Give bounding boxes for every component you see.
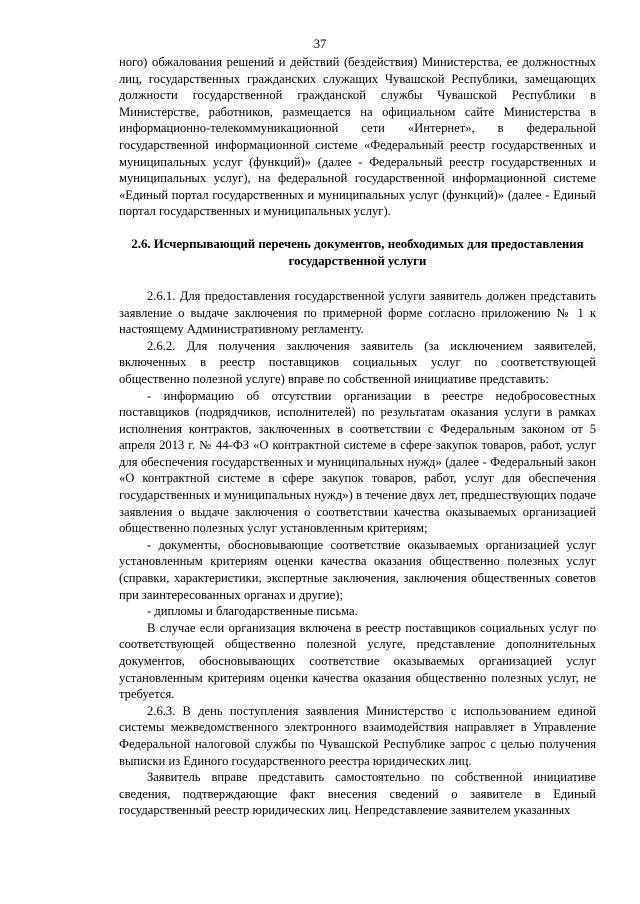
paragraph-2-6-2: 2.6.2. Для получения заключения заявитель (за исключением заявителей, включенных в реестр поставщиков социальных услуг по соответствующей общественно полезной услуге) вправе по собственной инициативе представить: xyxy=(119,338,596,386)
list-item-information: - информацию об отсутствии организации в реестре недобросовестных поставщиков (подрядчиков, исполнителей) по результатам оказания услуги в рамках исполнения контрактов, заключенных в соответствии с Федеральным законом от 5 апреля 2013 г. № 44-ФЗ «О контрактной системе в сфере закупок товаров, работ, услуг для обеспечения государственных и муниципальных нужд» (далее - Федеральный закон «О контрактной системе в сфере закупок товаров, работ, услуг для обеспечения государственных и муниципальных нужд») в течение двух лет, предшествующих подаче заявления о выдаче заключения о соответствии качества оказываемых организацией общественно полезных услуг установленным критериям; xyxy=(119,388,596,536)
paragraph-applicant-right: Заявитель вправе представить самостоятельно по собственной инициативе сведения, подтверждающие факт внесения сведений о заявителе в Единый государственный реестр юридических лиц. Непредставление заявителем указанных xyxy=(119,770,596,818)
list-item-diplomas: - дипломы и благодарственные письма. xyxy=(147,604,358,619)
paragraph-2-6-1: 2.6.1. Для предоставления государственной услуги заявитель должен представить заявление о выдаче заключения по примерной форме согласно приложению № 1 к настоящему Административному регламенту. xyxy=(119,288,596,337)
paragraph-2-6-3: 2.6.3. В день поступления заявления Министерство с использованием единой системы межведомственного электронного взаимодействия направляет в Управление Федеральной налоговой службы по Чувашской Республике запрос с целью получения выписки из Единого государственного реестра юридических лиц. xyxy=(119,703,596,768)
page-number: 37 xyxy=(313,37,327,51)
list-item-documents: - документы, обосновывающие соответствие оказываемых организацией услуг установленным критериям оценки качества оказания общественно полезных услуг (справки, характеристики, экспертные заключения, заключения общественных советов при заинтересованных органах и другие); xyxy=(119,537,596,602)
section-heading: 2.6. Исчерпывающий перечень документов, необходимых для предоставления государственной услуги xyxy=(131,236,584,268)
document-body xyxy=(119,54,596,819)
paragraph-registry-exception: В случае если организация включена в реестр поставщиков социальных услуг по соответствующей общественно полезной услуге, представление дополнительных документов, обосновывающих соответствие оказываемых организацией услуг установленным критериям оценки качества оказания общественно полезных услуг, не требуется. xyxy=(119,620,596,702)
paragraph-continuation: ного) обжалования решений и действий (бездействия) Министерства, ее должностных лиц, государственных гражданских служащих Чувашской Республики, замещающих должности государственной гражданской службы Чувашской Республики в Министерстве, работников, размещается на официальном сайте Министерства в информационно-телекоммуникационной сети «Интернет», в федеральной государственной информационной системе «Федеральный реестр государственных и муниципальных услуг (функций)» (далее - Федеральный реестр государственных и муниципальных услуг), на федеральной государственной информационной системе «Единый портал государственных и муниципальных услуг (функций)» (далее - Единый портал государственных и муниципальных услуг). xyxy=(119,55,596,219)
